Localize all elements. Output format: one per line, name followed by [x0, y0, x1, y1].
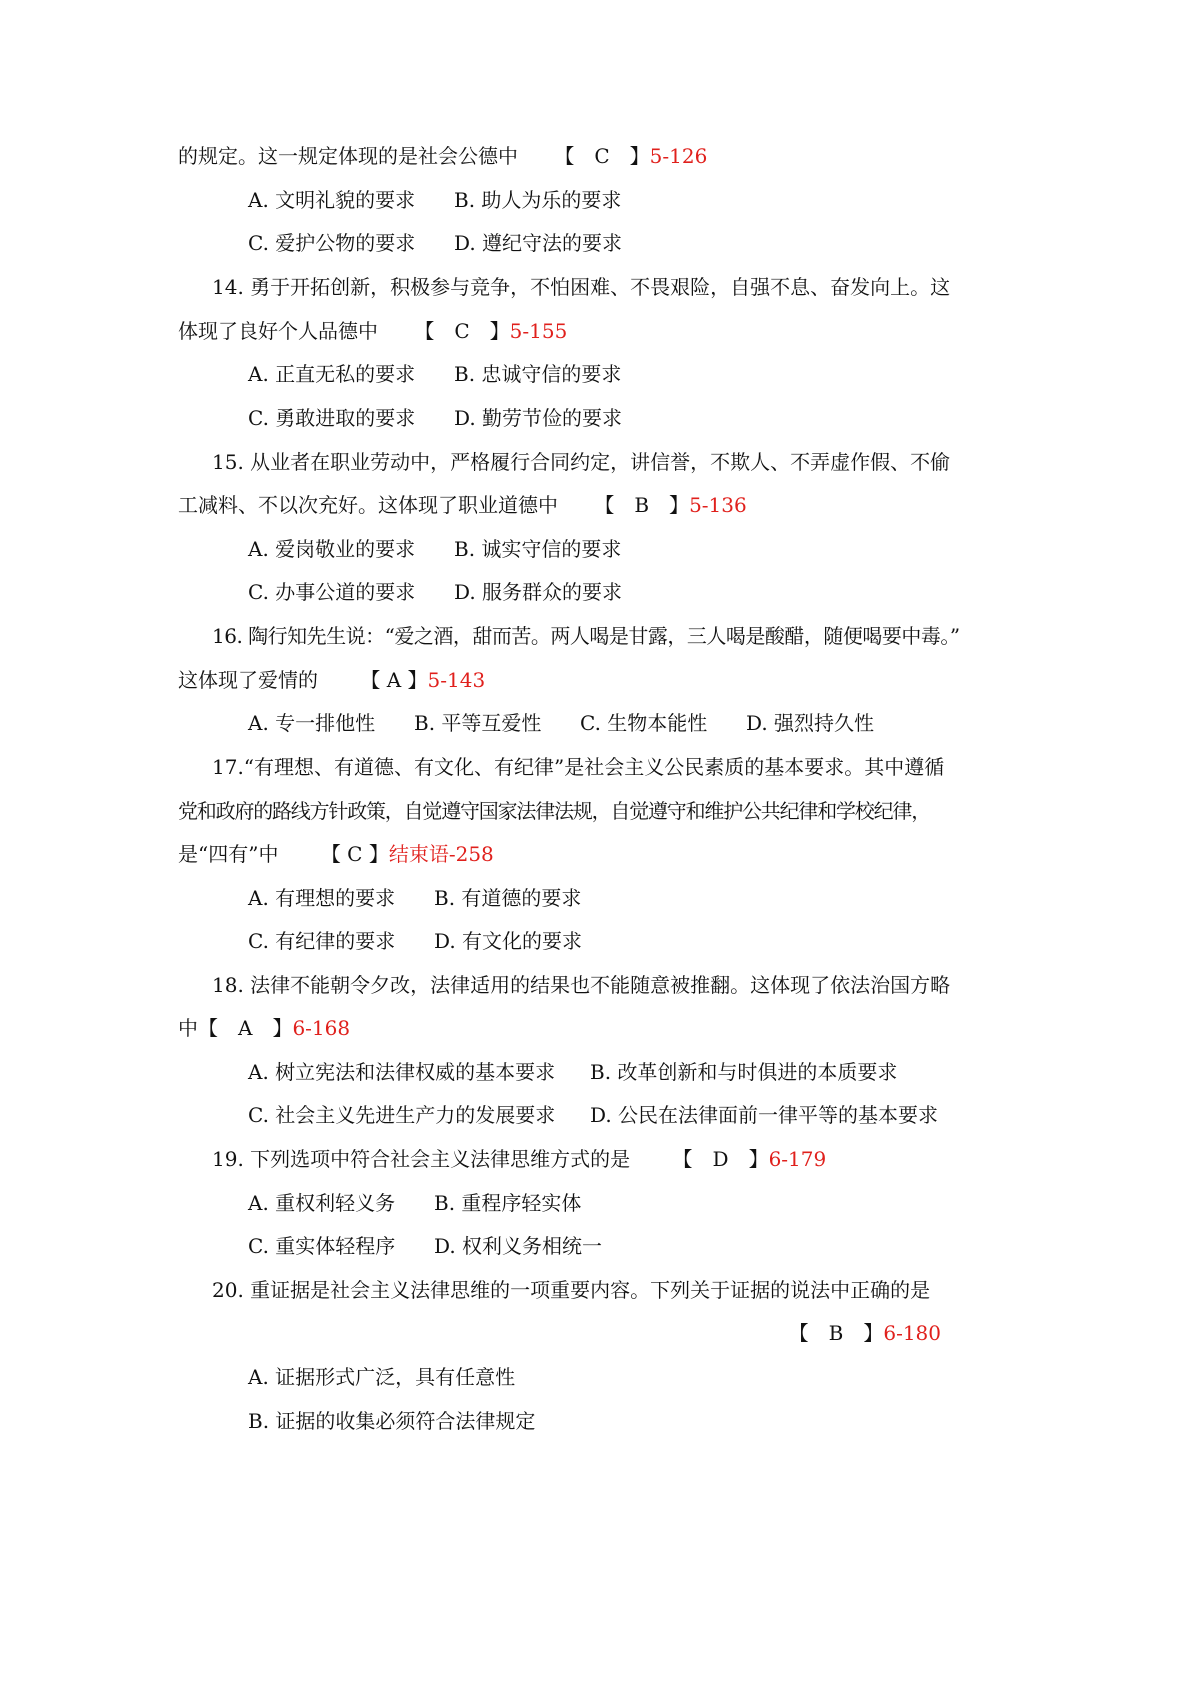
question-17-stem-cont-1: 党和政府的路线方针政策，自觉遵守国家法律法规，自觉遵守和维护公共纪律和学校纪律，	[178, 799, 930, 823]
question-14-options-row-2	[248, 404, 622, 432]
question-19-stem	[212, 1145, 826, 1173]
option-b: B. 重程序轻实体	[434, 1191, 582, 1215]
page-reference: 6-179	[768, 1147, 827, 1171]
question-14-options-row-1	[248, 360, 621, 388]
option-b: B. 助人为乐的要求	[454, 188, 622, 212]
question-18-stem-cont	[178, 1014, 350, 1042]
option-c: C. 爱护公物的要求	[248, 231, 416, 255]
answer-bracket: 【 A 】	[360, 668, 428, 692]
option-d: D. 公民在法律面前一律平等的基本要求	[590, 1103, 939, 1127]
option-c: C. 社会主义先进生产力的发展要求	[248, 1103, 556, 1127]
answer-bracket: 【 D 】	[672, 1147, 769, 1171]
option-b: B. 忠诚守信的要求	[454, 362, 622, 386]
question-15-options-row-1	[248, 535, 621, 563]
page-reference: 6-168	[292, 1016, 351, 1040]
question-20-option-a: A. 证据形式广泛，具有任意性	[248, 1365, 516, 1389]
question-17-stem-cont-2	[178, 840, 494, 868]
page-reference: 5-136	[689, 493, 747, 517]
option-c: C. 勇敢进取的要求	[248, 406, 416, 430]
question-15-stem: 15. 从业者在职业劳动中，严格履行合同约定，讲信誉，不欺人、不弄虚作假、不偷	[212, 450, 951, 474]
question-text: 19. 下列选项中符合社会主义法律思维方式的是	[212, 1147, 631, 1171]
answer-bracket: 【 B 】	[594, 493, 690, 517]
question-20-stem: 20. 重证据是社会主义法律思维的一项重要内容。下列关于证据的说法中正确的是	[212, 1278, 931, 1302]
option-a: A. 树立宪法和法律权威的基本要求	[248, 1060, 556, 1084]
question-17-options-row-1	[248, 884, 581, 912]
question-19-options-row-1	[248, 1189, 581, 1217]
question-18-stem: 18. 法律不能朝令夕改，法律适用的结果也不能随意被推翻。这体现了依法治国方略	[212, 973, 951, 997]
question-14-stem-cont	[178, 317, 567, 345]
question-text: 是“四有”中	[178, 842, 279, 866]
option-b: B. 改革创新和与时俱进的本质要求	[590, 1060, 898, 1084]
question-13-options-row-2	[248, 229, 622, 257]
question-text: 工减料、不以次充好。这体现了职业道德中	[178, 493, 558, 517]
question-15-options-row-2	[248, 578, 622, 606]
option-c: C. 生物本能性	[580, 711, 708, 735]
question-text: 这体现了爱情的	[178, 668, 318, 692]
question-17-stem: 17.“有理想、有道德、有文化、有纪律”是社会主义公民素质的基本要求。其中遵循	[212, 755, 945, 779]
page-reference: 5-155	[509, 319, 568, 343]
option-a: A. 文明礼貌的要求	[248, 188, 416, 212]
page-reference: 结束语-258	[388, 842, 494, 866]
question-13-stem	[178, 142, 707, 170]
question-text: 的规定。这一规定体现的是社会公德中	[178, 144, 518, 168]
question-text: 体现了良好个人品德中	[178, 319, 378, 343]
answer-bracket: 【 C 】	[320, 842, 389, 866]
option-a: A. 有理想的要求	[248, 886, 396, 910]
option-d: D. 权利义务相统一	[434, 1234, 603, 1258]
question-20-answer	[789, 1319, 941, 1347]
answer-bracket: 【 C 】	[554, 144, 650, 168]
option-a: A. 正直无私的要求	[248, 362, 416, 386]
answer-bracket: 【 A 】	[198, 1016, 293, 1040]
question-14-stem: 14. 勇于开拓创新，积极参与竞争，不怕困难、不畏艰险，自强不息、奋发向上。这	[212, 275, 951, 299]
option-b: B. 平等互爱性	[414, 711, 542, 735]
option-a: A. 专一排他性	[248, 711, 376, 735]
option-a: A. 爱岗敬业的要求	[248, 537, 416, 561]
option-d: D. 强烈持久性	[746, 711, 875, 735]
answer-bracket: 【 B 】	[788, 1321, 884, 1345]
option-b: B. 诚实守信的要求	[454, 537, 622, 561]
option-d: D. 勤劳节俭的要求	[454, 406, 623, 430]
option-c: C. 办事公道的要求	[248, 580, 416, 604]
question-16-options-row	[248, 709, 874, 737]
question-13-options-row-1	[248, 186, 621, 214]
option-d: D. 有文化的要求	[434, 929, 583, 953]
option-c: C. 重实体轻程序	[248, 1234, 396, 1258]
question-15-stem-cont	[178, 491, 747, 519]
option-d: D. 服务群众的要求	[454, 580, 623, 604]
question-18-options-row-1	[248, 1058, 897, 1086]
page-reference: 6-180	[883, 1321, 941, 1345]
option-b: B. 有道德的要求	[434, 886, 582, 910]
question-16-stem: 16. 陶行知先生说：“爱之酒，甜而苦。两人喝是甘露，三人喝是酸醋，随便喝要中毒。”	[212, 624, 960, 648]
option-c: C. 有纪律的要求	[248, 929, 396, 953]
question-19-options-row-2	[248, 1232, 602, 1260]
question-20-option-b: B. 证据的收集必须符合法律规定	[248, 1409, 536, 1433]
page-reference: 5-143	[427, 668, 486, 692]
question-16-stem-cont	[178, 666, 485, 694]
page-reference: 5-126	[649, 144, 708, 168]
question-18-options-row-2	[248, 1101, 938, 1129]
question-17-options-row-2	[248, 927, 582, 955]
option-d: D. 遵纪守法的要求	[454, 231, 623, 255]
answer-bracket: 【 C 】	[414, 319, 510, 343]
question-text: 中	[178, 1016, 198, 1040]
option-a: A. 重权利轻义务	[248, 1191, 396, 1215]
